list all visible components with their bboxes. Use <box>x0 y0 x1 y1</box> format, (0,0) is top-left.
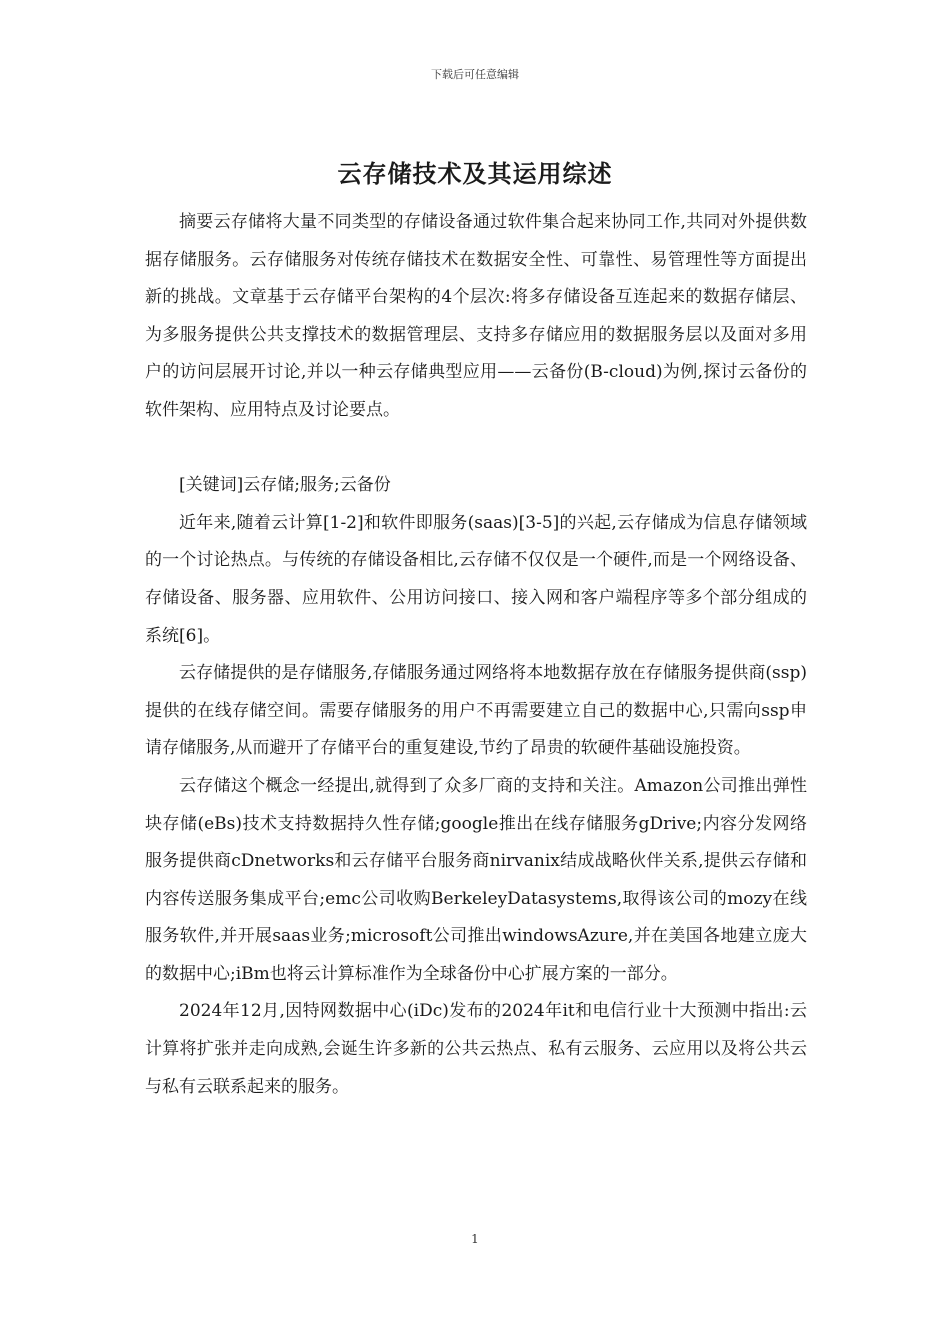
document-body <box>145 204 807 1106</box>
body-paragraph: 云存储这个概念一经提出,就得到了众多厂商的支持和关注。Amazon公司推出弹性块存储(eBs)技术支持数据持久性存储;google推出在线存储服务gDrive;内容分发网络服务提供商cDnetworks和云存储平台服务商nirvanix结成战略伙伴关系,提供云存储和内容传送服务集成平台;emc公司收购BerkeleyDatasystems,取得该公司的mozy在线服务软件,并开展saas业务;microsoft公司推出windowsAzure,并在美国各地建立庞大的数据中心;iBm也将云计算标准作为全球备份中心扩展方案的一部分。 <box>145 775 807 984</box>
body-paragraph: 2024年12月,因特网数据中心(iDc)发布的2024年it和电信行业十大预测中指出:云计算将扩张并走向成熟,会诞生许多新的公共云热点、私有云服务、云应用以及将公共云与私有云联系起来的服务。 <box>145 1001 807 1097</box>
body-paragraph: 近年来,随着云计算[1-2]和软件即服务(saas)[3-5]的兴起,云存储成为信息存储领域的一个讨论热点。与传统的存储设备相比,云存储不仅仅是一个硬件,而是一个网络设备、存储设备、服务器、应用软件、公用访问接口、接入网和客户端程序等多个部分组成的系统[6]。 <box>145 512 807 646</box>
body-paragraph: 云存储提供的是存储服务,存储服务通过网络将本地数据存放在存储服务提供商(ssp)提供的在线存储空间。需要存储服务的用户不再需要建立自己的数据中心,只需向ssp申请存储服务,从而避开了存储平台的重复建设,节约了昂贵的软硬件基础设施投资。 <box>145 663 807 759</box>
page-header: 下载后可任意编辑 <box>431 68 519 81</box>
keywords-paragraph: [关键词]云存储;服务;云备份 <box>179 475 391 496</box>
paragraph-gap <box>145 430 807 468</box>
document-title: 云存储技术及其运用综述 <box>337 160 613 188</box>
page-number: 1 <box>471 1232 479 1246</box>
abstract-paragraph: 摘要云存储将大量不同类型的存储设备通过软件集合起来协同工作,共同对外提供数据存储服务。云存储服务对传统存储技术在数据安全性、可靠性、易管理性等方面提出新的挑战。文章基于云存储平台架构的4个层次:将多存储设备互连起来的数据存储层、为多服务提供公共支撑技术的数据管理层、支持多存储应用的数据服务层以及面对多用户的访问层展开讨论,并以一种云存储典型应用——云备份(B-cloud)为例,探讨云备份的软件架构、应用特点及讨论要点。 <box>145 212 807 420</box>
